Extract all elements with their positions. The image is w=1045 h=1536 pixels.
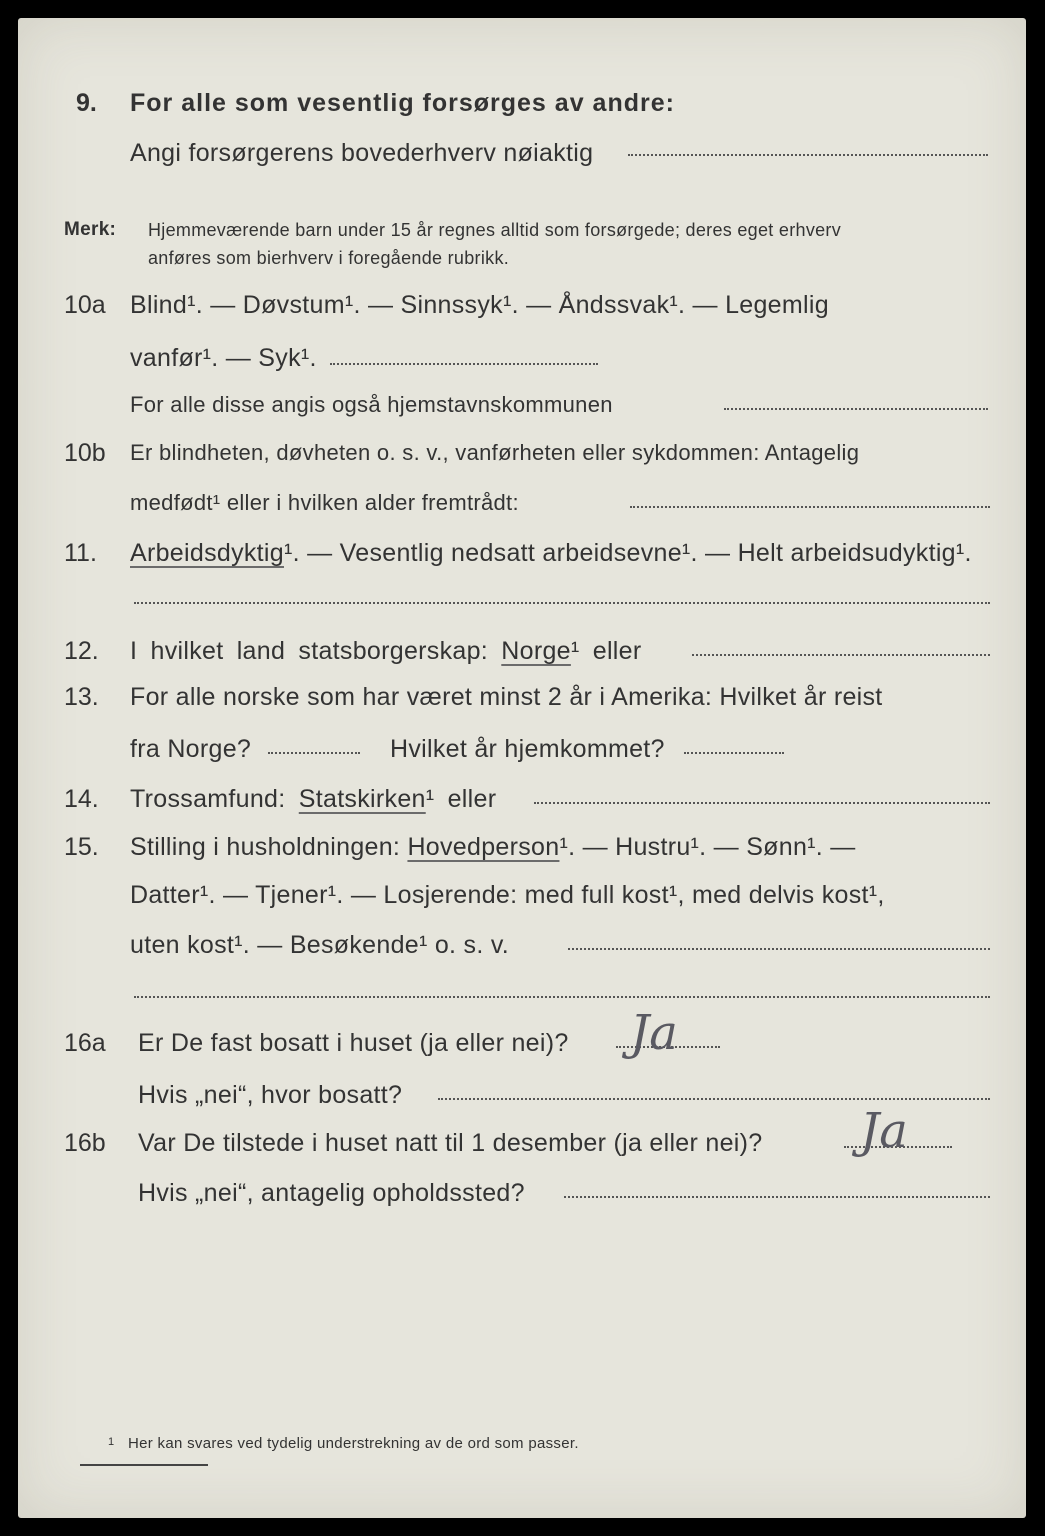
q16b-number: 16b bbox=[64, 1129, 106, 1157]
q10a-line-2: vanfør¹. — Syk¹. bbox=[130, 344, 317, 372]
q15-label: Stilling i husholdningen: bbox=[130, 833, 401, 861]
q16a-line-2: Hvis „nei“, hvor bosatt? bbox=[138, 1081, 403, 1109]
q13-hjemkommet-label: Hvilket år hjemkommet? bbox=[390, 735, 665, 763]
q15-line-2[interactable]: Datter¹. — Tjener¹. — Losjerende: med full kost¹, med delvis kost¹, bbox=[130, 881, 885, 909]
footnote-mark: 1 bbox=[108, 1436, 115, 1448]
q15-option-hovedperson-selected[interactable]: Hovedperson bbox=[407, 833, 560, 861]
q9-heading: For alle som vesentlig forsørges av andre: bbox=[130, 89, 675, 117]
q16a-handwritten-answer: Ja bbox=[630, 1005, 678, 1061]
q14-option-statskirken-selected[interactable]: Statskirken bbox=[298, 785, 426, 813]
footnote-text: Her kan svares ved tydelig understrekning av de ord som passer. bbox=[128, 1435, 579, 1452]
q11-option-arbeidsdyktig-selected[interactable]: Arbeidsdyktig bbox=[130, 539, 284, 567]
q10b-number: 10b bbox=[64, 439, 106, 467]
q14-number: 14. bbox=[64, 785, 99, 813]
merk-line-1: Hjemmeværende barn under 15 år regnes alltid som forsørgede; deres eget erhverv bbox=[148, 220, 842, 240]
q13-line-1: For alle norske som har været minst 2 år i Amerika: Hvilket år reist bbox=[130, 683, 883, 711]
q16a-number: 16a bbox=[64, 1029, 106, 1057]
q14-label: Trossamfund: bbox=[130, 785, 286, 813]
q13-reist-label: fra Norge? bbox=[130, 735, 252, 763]
merk-line-2: anføres som bierhverv i foregående rubrikk. bbox=[148, 248, 510, 268]
q14-answer-line[interactable] bbox=[534, 802, 990, 804]
q16a-bosatt-answer-line[interactable] bbox=[438, 1098, 990, 1100]
footnote-rule bbox=[80, 1464, 208, 1466]
q11-options bbox=[130, 538, 972, 568]
merk-label: Merk: bbox=[64, 219, 117, 240]
q10a-line-3: For alle disse angis også hjemstavnskommunen bbox=[130, 392, 613, 417]
q14-or: ¹ eller bbox=[425, 785, 497, 813]
q15-other-options[interactable]: ¹. — Hustru¹. — Sønn¹. — bbox=[559, 833, 856, 861]
q15-number: 15. bbox=[64, 833, 99, 861]
q10a-number: 10a bbox=[64, 291, 106, 319]
q12-or: ¹ eller bbox=[570, 637, 642, 665]
q12-line bbox=[130, 636, 642, 666]
q14-line bbox=[130, 784, 496, 814]
q16b-line-2: Hvis „nei“, antagelig opholdssted? bbox=[138, 1179, 525, 1207]
q16a-line-1: Er De fast bosatt i huset (ja eller nei)? bbox=[138, 1029, 569, 1057]
q16b-handwritten-answer: Ja bbox=[860, 1103, 908, 1159]
q16b-line-1: Var De tilstede i huset natt til 1 desember (ja eller nei)? bbox=[138, 1129, 763, 1157]
q10a-syk-answer-line[interactable] bbox=[330, 363, 598, 365]
q10b-line-2: medfødt¹ eller i hvilken alder fremtrådt: bbox=[130, 490, 519, 515]
q12-answer-line[interactable] bbox=[692, 654, 990, 656]
q15-line-1 bbox=[130, 832, 856, 862]
census-form-sheet bbox=[18, 18, 1026, 1518]
q15-answer-line[interactable] bbox=[568, 948, 990, 950]
q9-number: 9. bbox=[76, 89, 97, 117]
q11-number: 11. bbox=[64, 539, 97, 567]
q9-occupation-label: Angi forsørgerens bovederhverv nøiaktig bbox=[130, 139, 594, 167]
q10a-line-1: Blind¹. — Døvstum¹. — Sinnssyk¹. — Åndssvak¹. — Legemlig bbox=[130, 291, 829, 319]
q11-extra-line bbox=[134, 602, 990, 604]
q10b-line-1: Er blindheten, døvheten o. s. v., vanførheten eller sykdommen: Antagelig bbox=[130, 440, 860, 465]
q12-number: 12. bbox=[64, 637, 99, 665]
q9-answer-line[interactable] bbox=[628, 154, 988, 156]
q15-line-3[interactable]: uten kost¹. — Besøkende¹ o. s. v. bbox=[130, 931, 510, 959]
q16b-opholdssted-answer-line[interactable] bbox=[564, 1196, 990, 1198]
q13-number: 13. bbox=[64, 683, 99, 711]
q12-label: I hvilket land statsborgerskap: bbox=[130, 637, 489, 665]
q10b-answer-line[interactable] bbox=[630, 506, 990, 508]
q11-other-options[interactable]: ¹. — Vesentlig nedsatt arbeidsevne¹. — Helt arbeidsudyktig¹. bbox=[283, 539, 972, 567]
q15-extra-line bbox=[134, 996, 990, 998]
q13-hjemkommet-answer-line[interactable] bbox=[684, 752, 784, 754]
q12-option-norge-selected[interactable]: Norge bbox=[501, 637, 571, 665]
q10a-kommune-answer-line[interactable] bbox=[724, 408, 988, 410]
q13-reist-answer-line[interactable] bbox=[268, 752, 360, 754]
